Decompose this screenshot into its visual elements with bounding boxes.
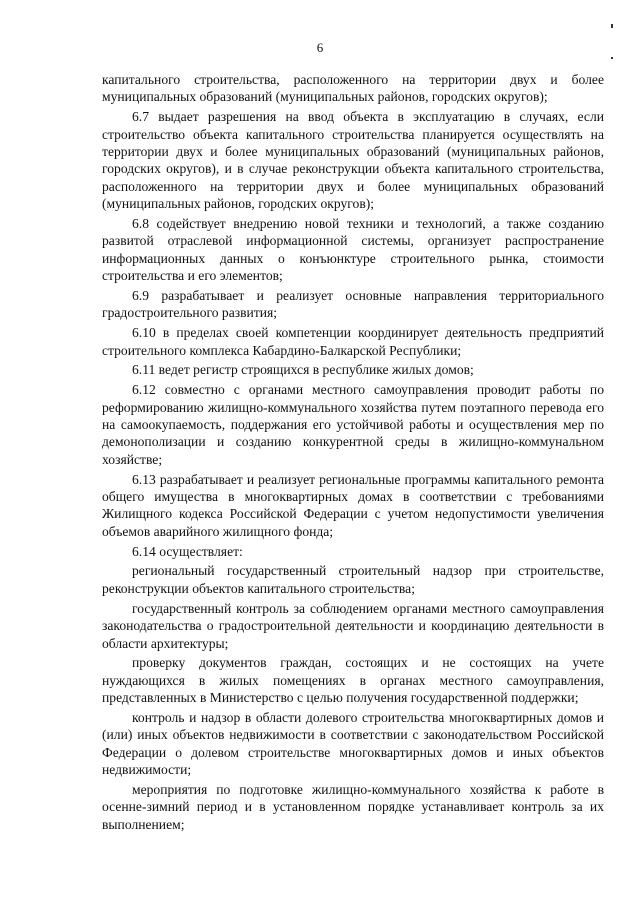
scan-mark-mid <box>611 57 613 59</box>
paragraph: 6.10 в пределах своей компетенции координирует деятельность предприятий строительного комплекса Кабардино-Балкарской Республики; <box>102 325 604 358</box>
paragraph: 6.11 ведет регистр строящихся в республике жилых домов; <box>132 362 474 378</box>
paragraph: контроль и надзор в области долевого строительства многоквартирных домов и (или) иных объектов недвижимости в соответствии с законодательством Российской Федерации о долевом строительстве многоквартирных домов и иных объектов недвижимости; <box>102 709 604 778</box>
paragraph: капитального строительства, расположенного на территории двух и более муниципальных образований (муниципальных районов, городских округов); <box>102 72 604 105</box>
paragraph: проверку документов граждан, состоящих и не состоящих на учете нуждающихся в жилых помещениях в органах местного самоуправления, представленных в Министерство с целью получения государственной поддержки; <box>102 655 604 706</box>
document-body <box>102 71 604 836</box>
paragraph: 6.14 осуществляет: <box>132 543 243 559</box>
paragraph: 6.12 совместно с органами местного самоуправления проводит работы по реформированию жилищно-коммунального хозяйства путем поэтапного перевода его на самоокупаемость, поддержания его устойчивой работы и осуществления мер по демонополизации и созданию конкурентной среды в жилищно-коммунальном хозяйстве; <box>102 382 604 467</box>
paragraph: 6.9 разрабатывает и реализует основные направления территориального градостроительного развития; <box>102 288 604 321</box>
paragraph: государственный контроль за соблюдением органами местного самоуправления законодательства о градостроительной деятельности и координацию деятельности в области архитектуры; <box>102 600 604 651</box>
scan-mark-top <box>611 24 613 28</box>
paragraph: 6.8 содействует внедрению новой техники и технологий, а также созданию развитой отраслевой информационной системы, организует распространение информационных данных о конъюнктуре строительного рынка, стоимости строительства и его элементов; <box>102 216 604 284</box>
paragraph: региональный государственный строительный надзор при строительстве, реконструкции объектов капитального строительства; <box>102 563 604 596</box>
page-number: 6 <box>316 40 324 55</box>
paragraph: 6.13 разрабатывает и реализует региональные программы капитального ремонта общего имущества в многоквартирных домах в соответствии с требованиями Жилищного кодекса Российской Федерации с учетом недопустимости увеличения объемов аварийного жилищного фонда; <box>102 471 604 539</box>
paragraph: 6.7 выдает разрешения на ввод объекта в эксплуатацию в случаях, если строительство объекта капитального строительства планируется осуществлять на территории двух и более муниципальных образований (муниципальных районов, городских округов), и в случае реконструкции объекта капитального строительства, расположенного на территории двух и более муниципальных образований (муниципальных районов, городских округов); <box>102 109 604 212</box>
paragraph: мероприятия по подготовке жилищно-коммунального хозяйства к работе в осенне-зимний период и в установленном порядке устанавливает контроль за их выполнением; <box>102 781 604 832</box>
